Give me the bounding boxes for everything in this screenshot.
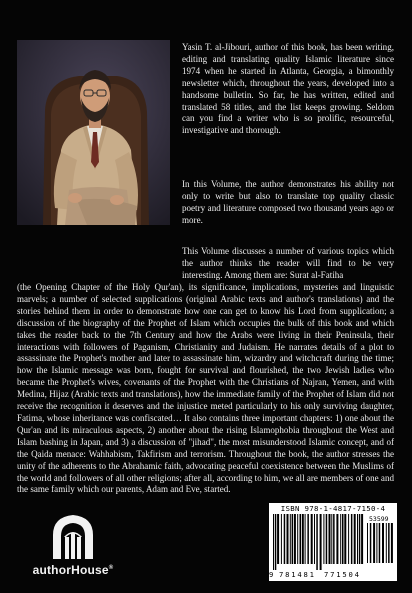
author-bio-paragraph: Yasin T. al-Jibouri, author of this book, has been writing, editing and translating quality Islamic literature since 1974 when he started in Atlanta, Georgia, a bimonthly newsletter which, throughout the years, developed into a handsome bulletin. So far, he has written, edited and translated 58 titles, and the list keeps growing. Seldom can you find a writer who is so prolific, resourceful, investigative and thorough. <box>182 42 394 136</box>
price-code: 53599 <box>369 515 389 523</box>
ean-first-digit: 9 <box>269 570 274 579</box>
publisher-logo <box>18 513 128 583</box>
ean-right-group: 771504 <box>324 570 361 579</box>
authorhouse-logo-icon <box>50 513 96 561</box>
topics-paragraph-body: (the Opening Chapter of the Holy Qur'an), its significance, implications, mysteries and linguistic marvels; a number of selected supplications (original Arabic texts and author's translations) and the stories behind them in order to demonstrate how one can get to know his Lord from supplication; a discussion of the biography of the Prophet of Islam which occupies the bulk of this book and which takes the reader back to the 7th Century and how the Arabs were living in their Peninsula, their interactions with followers of Paganism, Christianity and Judaism. He narrates details of a plot to assassinate the Prophet's mother and later to assassinate him, wizardry and witchcraft during the time; how the Islamic message was born, fought for survival and flourished, the two Jewish ladies who became the Prophet's wives, covenants of the Prophet with the Christians of Najran, Yemen, and with Medina, Hijaz (Arabic texts and translations), how the immediate family of the Prophet of Islam did not receive the recognition it deserves and the injustice meted particularly to his only surviving daughter, Fatima, whose inheritance was confiscated… It also contains three important chapters: 1) one about the Qur'an and its miraculous aspects, 2) another about the rising Islamophobia throughout the West and Islam bashing in Japan, and 3) a discussion of "jihad", the most misunderstood Islamic concept, and of the Qaida menace: Wahhabism, Takfirism and terrorism. Throughout the book, the author stresses the unity of the adherents to the Abrahamic faith, advocating peaceful coexistence between the Muslims of the world and followers of all other religions; after all, according to him, we all are members of one and the same family which our parents, Adam and Eve, started. <box>17 282 394 495</box>
barcode <box>269 503 397 581</box>
publisher-name: authorHouse® <box>32 563 114 577</box>
addon-bars <box>367 523 393 569</box>
volume-paragraph: In this Volume, the author demonstrates his ability not only to write but also to translate top quality classic poetry and literature composed two thousand years ago or more. <box>182 179 394 225</box>
registered-mark: ® <box>108 565 114 571</box>
ean-left-group: 781481 <box>279 570 316 579</box>
ean-bars <box>273 514 365 570</box>
author-photo <box>17 40 170 225</box>
topics-paragraph-intro: This Volume discusses a number of various topics which the author thinks the reader will find to be very interesting. Among them are: Surat al-Fatiha <box>182 246 394 280</box>
isbn-label: ISBN 978-1-4817-7150-4 <box>280 504 386 513</box>
